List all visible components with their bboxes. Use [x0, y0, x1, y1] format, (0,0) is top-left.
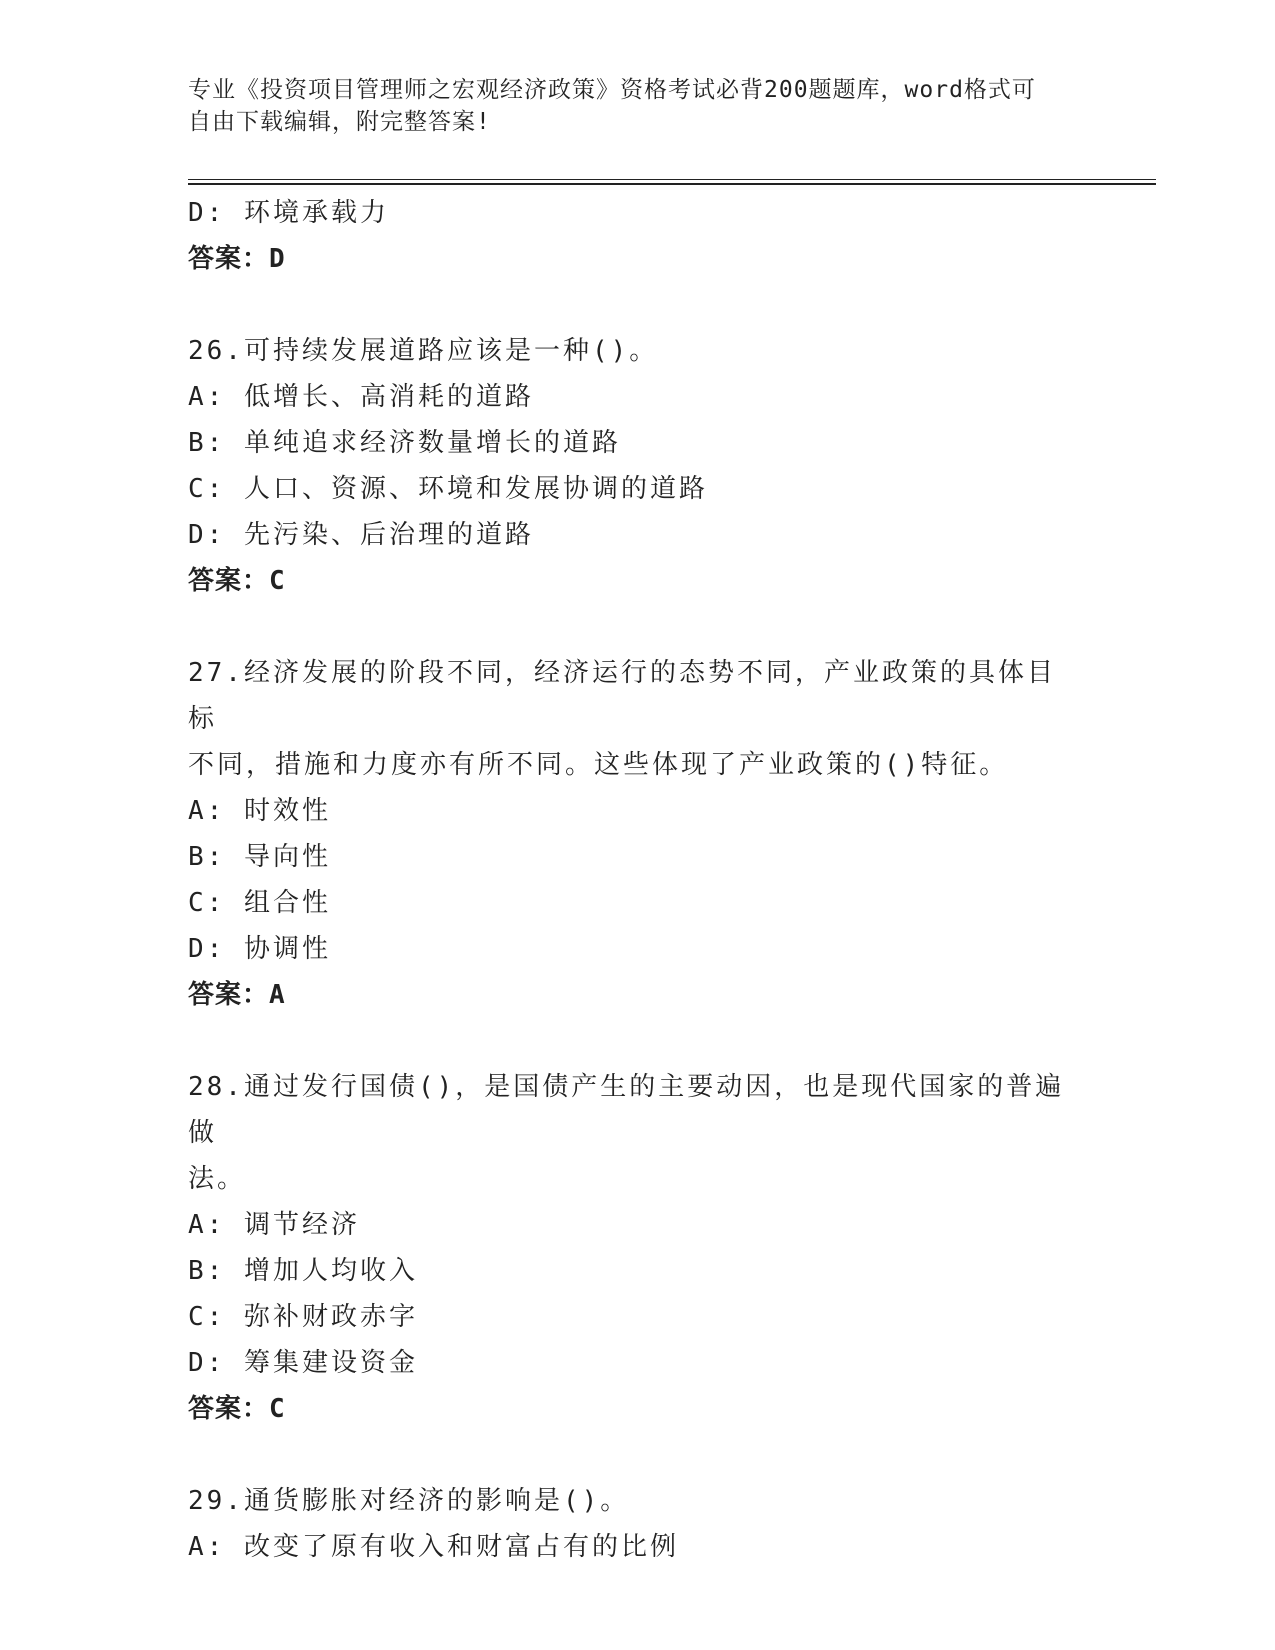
question-stem-line-2: 法。 [188, 1164, 247, 1194]
answer: 答案：A [188, 980, 286, 1010]
option-a: A: 改变了原有收入和财富占有的比例 [188, 1532, 679, 1562]
question-stem-line-2: 不同，措施和力度亦有所不同。这些体现了产业政策的()特征。 [188, 750, 1009, 780]
option-d: D: 先污染、后治理的道路 [188, 520, 534, 550]
question-stem: 26.可持续发展道路应该是一种()。 [188, 336, 659, 366]
option-d: D: 协调性 [188, 934, 331, 964]
header-line-2: 自由下载编辑，附完整答案! [188, 109, 491, 135]
option-a: A: 调节经济 [188, 1210, 360, 1240]
question-stem-line-1: 28.通过发行国债()，是国债产生的主要动因，也是现代国家的普遍做 [188, 1072, 1065, 1148]
option-a: A: 低增长、高消耗的道路 [188, 382, 534, 412]
option-b: B: 导向性 [188, 842, 331, 872]
header-divider-thick [188, 183, 1156, 185]
option-d: D: 筹集建设资金 [188, 1348, 418, 1378]
prev-option-d: D: 环境承载力 [188, 198, 389, 228]
spacer [188, 1018, 1078, 1064]
question-stem: 29.通货膨胀对经济的影响是()。 [188, 1486, 630, 1516]
answer: 答案：C [188, 566, 286, 596]
spacer [188, 282, 1078, 328]
option-b: B: 单纯追求经济数量增长的道路 [188, 428, 621, 458]
question-26 [188, 328, 1078, 604]
option-c: C: 人口、资源、环境和发展协调的道路 [188, 474, 708, 504]
option-a: A: 时效性 [188, 796, 331, 826]
option-b: B: 增加人均收入 [188, 1256, 418, 1286]
question-29 [188, 1478, 1078, 1570]
option-c: C: 组合性 [188, 888, 331, 918]
option-c: C: 弥补财政赤字 [188, 1302, 418, 1332]
spacer [188, 604, 1078, 650]
answer: 答案：C [188, 1394, 286, 1424]
document-header [188, 74, 1088, 138]
question-stem-line-1: 27.经济发展的阶段不同，经济运行的态势不同，产业政策的具体目标 [188, 658, 1056, 734]
spacer [188, 1432, 1078, 1478]
question-28 [188, 1064, 1078, 1432]
header-line-1: 专业《投资项目管理师之宏观经济政策》资格考试必背200题题库，word格式可 [188, 77, 1036, 103]
question-27 [188, 650, 1078, 1018]
prev-answer: 答案：D [188, 244, 286, 274]
question-list [188, 190, 1078, 1570]
header-divider-thin [188, 179, 1156, 180]
